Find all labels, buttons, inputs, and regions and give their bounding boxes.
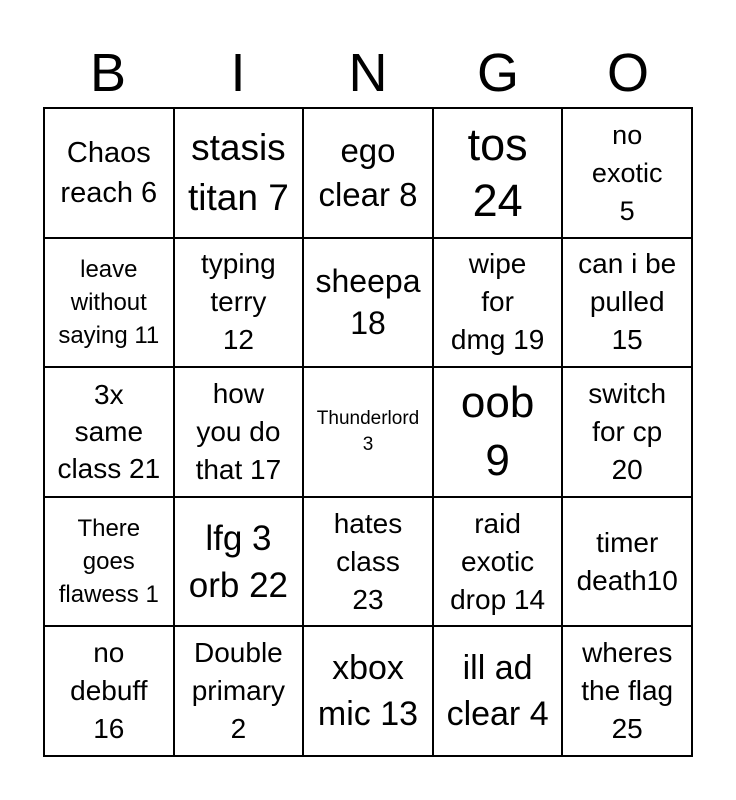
bingo-card: [43, 107, 693, 757]
cell-text: switch for cp 20: [588, 377, 667, 485]
bingo-cell[interactable]: [433, 108, 563, 238]
header-letter-o: O: [606, 43, 649, 103]
header-letter-i: I: [230, 43, 246, 103]
bingo-cell[interactable]: [44, 626, 174, 756]
bingo-cell[interactable]: [433, 238, 563, 368]
cell-text: xbox mic 13: [317, 649, 419, 734]
cell-text: wipe for dmg 19: [450, 248, 545, 356]
bingo-header: [43, 40, 693, 106]
cell-text: oob 9: [460, 377, 535, 485]
cell-text: ego clear 8: [318, 131, 418, 213]
cell-text: leave without saying 11: [58, 255, 160, 349]
cell-text: tos 24: [467, 118, 528, 226]
bingo-cell[interactable]: [174, 626, 304, 756]
cell-text: sheepa 18: [315, 263, 421, 342]
bingo-cell[interactable]: [44, 367, 174, 497]
cell-text: ill ad clear 4: [446, 649, 549, 734]
bingo-cell[interactable]: [433, 367, 563, 497]
cell-text: Chaos reach 6: [60, 136, 158, 209]
cell-text: stasis titan 7: [187, 126, 289, 218]
cell-text: lfg 3 orb 22: [188, 518, 289, 605]
bingo-cell[interactable]: [303, 497, 433, 627]
bingo-cell[interactable]: [562, 238, 692, 368]
cell-text: raid exotic drop 14: [450, 507, 546, 615]
bingo-cell[interactable]: [303, 367, 433, 497]
bingo-cell[interactable]: [303, 626, 433, 756]
header-letter-g: G: [476, 43, 519, 103]
bingo-cell[interactable]: [44, 108, 174, 238]
bingo-cell[interactable]: [562, 626, 692, 756]
cell-text: how you do that 17: [195, 377, 282, 485]
bingo-cell[interactable]: [562, 108, 692, 238]
bingo-cell[interactable]: [303, 238, 433, 368]
cell-text: Thunderlord 3: [316, 407, 420, 455]
cell-text: no exotic 5: [591, 119, 663, 226]
bingo-cell[interactable]: [433, 497, 563, 627]
cell-text: no debuff 16: [70, 637, 148, 745]
header-letter-n: N: [348, 43, 388, 103]
bingo-cell[interactable]: [433, 626, 563, 756]
cell-text: Double primary 2: [191, 637, 286, 745]
cell-text: timer death10: [576, 526, 678, 596]
header-letter-b: B: [89, 43, 127, 103]
cell-text: wheres the flag 25: [581, 637, 674, 745]
bingo-cell[interactable]: [174, 367, 304, 497]
bingo-cell[interactable]: [174, 238, 304, 368]
cell-text: can i be pulled 15: [578, 248, 677, 356]
bingo-cell[interactable]: [44, 238, 174, 368]
cell-text: There goes flawess 1: [58, 515, 159, 609]
bingo-cell[interactable]: [562, 367, 692, 497]
bingo-cell[interactable]: [562, 497, 692, 627]
bingo-cell[interactable]: [303, 108, 433, 238]
cell-text: hates class 23: [333, 507, 403, 615]
cell-text: typing terry 12: [201, 248, 276, 356]
bingo-cell[interactable]: [44, 497, 174, 627]
bingo-cell[interactable]: [174, 497, 304, 627]
bingo-cell[interactable]: [174, 108, 304, 238]
cell-text: 3x same class 21: [57, 379, 161, 485]
